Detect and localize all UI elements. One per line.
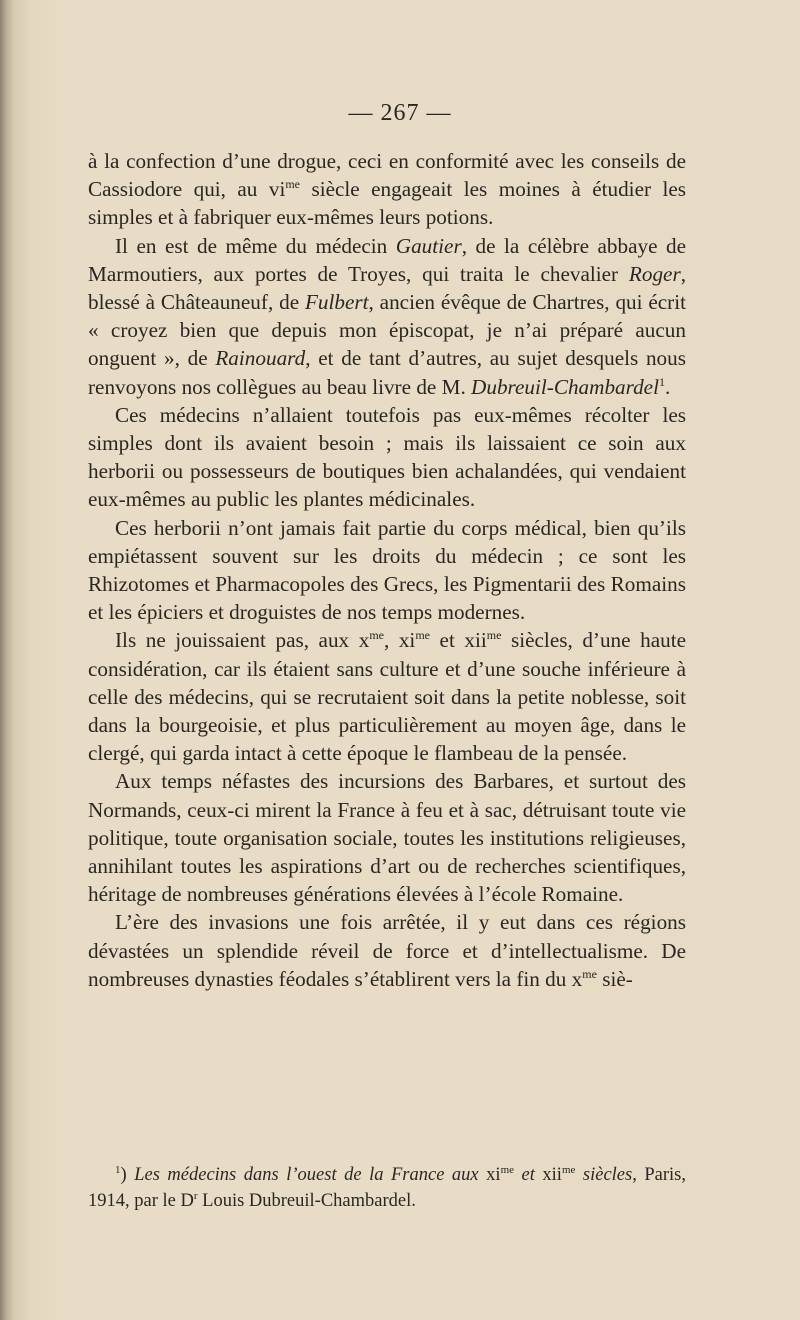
footnote: $^1$) Les médecins dans l’ouest de la France aux $xi^{me}$ et xii$^{me}$ siècles, Paris, 1914, par le $D^r$ Louis Dubreuil-Chambardel. bbox=[88, 1164, 687, 1211]
paragraph: L’ère des invasions une fois arrêtée, il y eut dans ces régions dévastées un splendide réveil de force et d’intellectualisme. De nombreuses dynasties féodales s’établirent vers la fin du $x^{me}$ siè- bbox=[88, 910, 686, 991]
name-fulbert: Fulbert bbox=[304, 290, 369, 315]
name-rainouard: Rainouard bbox=[215, 346, 306, 371]
footnote-title: Les médecins dans l’ouest de la France aux $xi^{me}$ et xii$^{me}$ siècles bbox=[126, 1164, 633, 1185]
name-roger: Roger bbox=[628, 261, 681, 286]
page-number: — 267 — bbox=[348, 100, 452, 126]
name-dubreuil: Dubreuil-Chambardel bbox=[471, 374, 659, 399]
paragraph: Ces herborii n’ont jamais fait partie du corps médical, bien qu’ils empiétassent souvent sur les droits du médecin ; ce sont les Rhizotomes et Pharmacopoles des Grecs, les Pigmentarii des Romains et les épiciers et droguistes de nos temps modernes. bbox=[88, 515, 686, 625]
paragraph: à la confection d’une drogue, ceci en conformité avec les conseils de Cassiodore qui, au $vi^{me}$ siècle engageait les moines à étudier les simples et à fabriquer eux-mêmes leurs potions. bbox=[88, 149, 687, 230]
paragraph: Ils ne jouissaient pas, aux $x^{me}$, $xi^{me}$ et xii$^{me}$ siècles, d’une haute considération, car ils étaient sans culture et d’une souche inférieure à celle des médecins, qui se recrutaient soit dans la petite noblesse, soit dans la bourgeoisie, et plus particulièrement au moyen âge, dans le clergé, qui garda intact à cette époque le flambeau de la pensée. bbox=[88, 628, 686, 766]
name-gautier: Gautier bbox=[395, 233, 462, 258]
footnote-ref: 1 bbox=[658, 374, 665, 389]
paragraph: Il en est de même du médecin Gautier, de la célèbre abbaye de Marmoutiers, aux portes de Troyes, qui traita le chevalier Roger, blessé à Châteauneuf, de Fulbert, ancien évêque de Chartres, qui écrit « croyez bien que depuis mon épiscopat, je n’ai préparé aucun onguent », de Rainouard, et de tant d’autres, au sujet desquels nous renvoyons nos collègues au beau livre de M. Dubreuil-Chambardel$^1$. bbox=[88, 233, 687, 399]
paragraph: Aux temps néfastes des incursions des Barbares, et surtout des Normands, ceux-ci mirent la France à feu et à sac, détruisant toute vie politique, toute organisation sociale, toutes les institutions religieuses, annihilant toutes les aspirations d’art ou de recherches scientifiques, héritage de nombreuses générations élevées à l’école Romaine. bbox=[88, 769, 686, 907]
footnote-marker: 1 bbox=[115, 1164, 121, 1176]
paragraph: Ces médecins n’allaient toutefois pas eux-mêmes récolter les simples dont ils avaient besoin ; mais ils laissaient ce soin aux herborii ou possesseurs de boutiques bien achalandées, qui vendaient eux-mêmes au public les plantes médicinales. bbox=[88, 402, 686, 512]
main-text bbox=[88, 147, 686, 993]
